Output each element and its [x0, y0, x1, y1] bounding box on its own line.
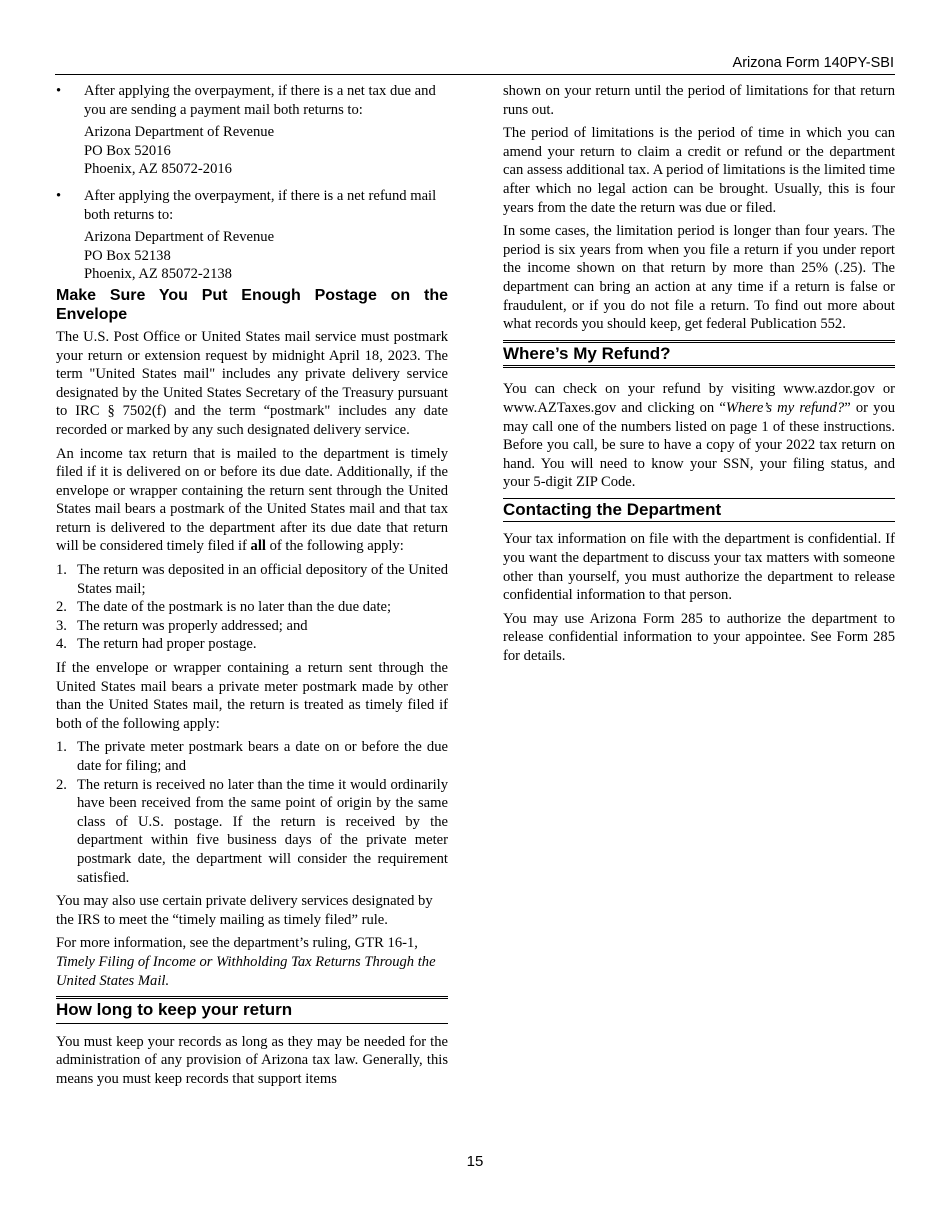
bold-text: all: [250, 538, 266, 555]
mailing-address: [56, 123, 448, 179]
paragraph: [56, 445, 448, 557]
list-item: [56, 617, 448, 636]
paragraph: In some cases, the limitation period is longer than four years. The period is six years from when you file a return if you under report the income shown on that return by more than 25% (.25). The department can bring an action at any time if a return is false or fraudulent, or if you do not file a return. To find out more about what records you should keep, get federal Publication 552.: [503, 223, 895, 333]
list-text: The return is received no later than the time it would ordinarily have been received from the same point of origin by the same class of U.S. postage. If the return is received by the department within five business days of the private meter postmark date, the department will consider the requirement satisfied.: [77, 776, 448, 886]
text-run: For more information, see the department’s ruling, GTR 16-1,: [56, 935, 418, 952]
list-item: [56, 738, 448, 775]
list-text: The private meter postmark bears a date on or before the due date for filing; and: [77, 739, 448, 774]
list-text: The return was deposited in an official depository of the United States mail;: [77, 562, 448, 597]
list-item: [56, 635, 448, 654]
list-number: 4.: [56, 636, 67, 653]
paragraph: [503, 380, 895, 492]
header-rule: [55, 74, 895, 75]
paragraph: Your tax information on file with the department is confidential. If you want the department to discuss your tax matters with someone other than yourself, you must authorize the department to release confidential information to that person.: [503, 531, 895, 604]
paragraph: [56, 934, 448, 990]
paragraph: shown on your return until the period of limitations for that return runs out.: [503, 83, 895, 118]
numbered-list: [56, 561, 448, 654]
page-number: 15: [466, 1153, 484, 1170]
paragraph: You may also use certain private delivery services designated by the IRS to meet the “timely mailing as timely filed” rule.: [56, 893, 433, 928]
bullet-icon: •: [56, 83, 62, 99]
address-line: PO Box 52138: [84, 247, 171, 264]
address-line: PO Box 52016: [84, 142, 171, 159]
mailing-address: [56, 228, 448, 284]
list-number: 3.: [56, 617, 67, 634]
numbered-list: [56, 738, 448, 887]
list-text: The return was properly addressed; and: [77, 617, 308, 634]
bullet-text: After applying the overpayment, if there is a net refund mail both returns to:: [84, 187, 437, 223]
left-column: [56, 82, 448, 1094]
list-number: 1.: [56, 739, 67, 756]
paragraph: You must keep your records as long as they may be needed for the administration of any provision of Arizona tax law. Generally, this means you must keep records that support items: [56, 1033, 448, 1087]
list-item: [56, 561, 448, 598]
address-line: Arizona Department of Revenue: [84, 229, 275, 246]
postage-heading: Make Sure You Put Enough Postage on the Envelope: [56, 286, 448, 323]
list-text: The date of the postmark is no later than the due date;: [77, 599, 392, 616]
list-number: 2.: [56, 599, 67, 616]
italic-text: Where’s my refund?: [725, 399, 845, 416]
paragraph: If the envelope or wrapper containing a return sent through the United States mail bears a private meter postmark made by other than the United States mail, the return is treated as timely filed if both of the following apply:: [56, 660, 448, 732]
list-text: The return had proper postage.: [77, 636, 257, 653]
list-item: [56, 598, 448, 617]
address-line: Phoenix, AZ 85072-2138: [84, 266, 232, 283]
address-line: Arizona Department of Revenue: [84, 124, 275, 141]
paragraph: The period of limitations is the period of time in which you can amend your return to claim a credit or refund or the department can assess additional tax. A period of limitations is the limited time after which no legal action can be brought. Usually, this is four years from the date the return was due or filed.: [503, 125, 895, 216]
text-run: You can check on your refund by visiting www.azdor.gov or www.AZTaxes.gov and clicking on “: [503, 381, 895, 416]
bullet-icon: •: [56, 187, 62, 204]
list-item: [56, 776, 448, 888]
paragraph: You may use Arizona Form 285 to authorize the department to release confidential information to your appointee. See Form 285 for details.: [503, 610, 895, 665]
list-number: 1.: [56, 562, 67, 579]
contact-heading: Contacting the Department: [503, 498, 895, 523]
address-line: Phoenix, AZ 85072-2016: [84, 161, 232, 178]
refund-heading: Where’s My Refund?: [503, 340, 895, 369]
form-title: Arizona Form 140PY-SBI: [732, 55, 894, 71]
bullet-item: [56, 82, 448, 119]
publication-title: Timely Filing of Income or Withholding Tax Returns Through the United States Mail.: [56, 953, 436, 989]
text-run: of the following apply:: [265, 538, 404, 555]
bullet-item: [56, 187, 448, 224]
keep-records-heading: How long to keep your return: [56, 996, 448, 1024]
text-run: An income tax return that is mailed to the department is timely filed if it is delivered on or before its due date. Additionally, if the envelope or wrapper containing the return sent through the United States mail bears a postmark of the United States mail and that tax return is delivered to the department after its due date that return will be considered timely filed if: [56, 445, 448, 555]
bullet-text: After applying the overpayment, if there is a net tax due and you are sending a payment mail both returns to:: [84, 83, 436, 118]
right-column: [503, 82, 895, 671]
text-run: ” or you may call one of the numbers listed on page 1 of these instructions. Before you call, be sure to have a copy of your 2022 tax return on hand. You will need to know your SSN, your filing status, and your 5-digit ZIP Code.: [503, 399, 896, 491]
list-number: 2.: [56, 776, 67, 793]
paragraph: The U.S. Post Office or United States mail service must postmark your return or extension request by midnight April 18, 2023. The term "United States mail" includes any private delivery service designated by the United States Secretary of the Treasury pursuant to IRC § 7502(f) and the term “postmark" includes any date recorded or marked by any such designated delivery service.: [56, 328, 448, 438]
